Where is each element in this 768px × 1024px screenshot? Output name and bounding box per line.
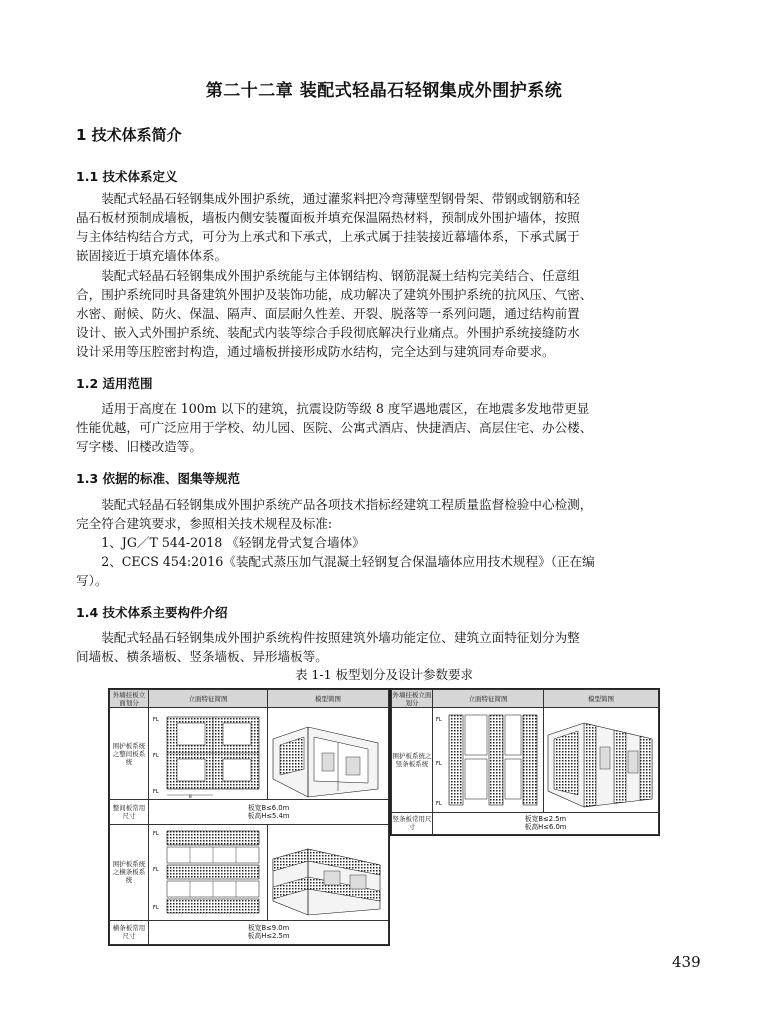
fl-label: FL xyxy=(436,800,442,807)
text-line: 装配式轻晶石轻钢集成外围护系统构件按照建筑外墙功能定位、建筑立面特征划分为整 xyxy=(101,630,580,645)
text-line: 适用于高度在 100m 以下的建筑，抗震设防等级 8 度罕遇地震区，在地震多发地带更显 xyxy=(101,401,590,416)
b-label: B xyxy=(189,793,192,799)
fl-label: FL xyxy=(153,788,159,795)
header-cell: 模型简图 xyxy=(268,690,389,708)
size-label: 竖条板常用尺寸 xyxy=(392,812,433,834)
size-height: 板高H≤5.4m xyxy=(247,811,290,820)
elevation-sketch xyxy=(149,708,268,800)
header-cell: 外墙挂板立面划分 xyxy=(110,690,149,708)
standard-item-1: 1、JG／T 544-2018 《轻钢龙骨式复合墙体》 xyxy=(101,535,365,550)
text-line: 设计、嵌入式外围护系统、装配式内装等综合手段彻底解决行业痛点。外围护系统接缝防水 xyxy=(76,325,580,340)
size-values xyxy=(149,800,389,824)
size-height: 板高H≤6.0m xyxy=(524,823,567,832)
vertical-strip-panel-elevation xyxy=(433,709,541,811)
row-label: 围护板系统之整间板系统 xyxy=(110,708,149,800)
fl-label: FL xyxy=(153,831,159,838)
panel-type-figure-left xyxy=(108,688,390,946)
section-1-heading: 1 技术体系简介 xyxy=(76,126,182,144)
header-cell: 立面特征简图 xyxy=(433,690,544,708)
panel-type-figure-right xyxy=(390,688,660,836)
text-line: 晶石板材预制成墙板，墙板内侧安装覆面板并填充保温隔热材料，预制成外围护墙体，按照 xyxy=(76,210,580,225)
text-line: 性能优越，可广泛应用于学校、幼儿园、医院、公寓式酒店、快捷酒店、高层住宅、办公楼、 xyxy=(76,420,593,435)
size-values xyxy=(433,812,659,834)
text-line: 装配式轻晶石轻钢集成外围护系统产品各项技术指标经建筑工程质量监督检验中心检测， xyxy=(101,497,593,512)
text-line: 装配式轻晶石轻钢集成外围护系统，通过灌浆料把冷弯薄壁型钢骨架、带钢或钢筋和轻 xyxy=(101,191,580,206)
table-caption: 表 1-1 板型划分及设计参数要求 xyxy=(294,667,474,682)
elevation-sketch xyxy=(149,824,268,920)
size-height: 板高H≤2.5m xyxy=(247,932,290,941)
size-label: 横条板常用尺寸 xyxy=(110,920,149,944)
horizontal-strip-panel-model xyxy=(268,825,388,919)
whole-room-panel-model xyxy=(268,709,388,799)
text-line: 装配式轻晶石轻钢集成外围护系统能与主体钢结构、钢筋混凝土结构完美结合、任意组 xyxy=(101,268,580,283)
section-1-4-heading: 1.4 技术体系主要构件介绍 xyxy=(76,605,228,620)
whole-room-panel-elevation xyxy=(149,709,265,799)
header-cell: 外墙挂板立面划分 xyxy=(392,690,432,707)
chapter-title: 第二十二章 装配式轻晶石轻钢集成外围护系统 xyxy=(205,81,563,101)
model-sketch xyxy=(268,824,389,920)
elevation-sketch xyxy=(433,708,544,813)
fl-label: FL xyxy=(153,716,159,723)
row-label: 围护板系统之横条板系统 xyxy=(110,824,149,920)
text-line: 写）。 xyxy=(76,573,108,588)
text-line: 水密、耐候、防火、保温、隔声、面层耐久性差、开裂、脱落等一系列问题，通过结构前置 xyxy=(76,306,580,321)
text-line: 写字楼、旧楼改造等。 xyxy=(76,439,202,454)
header-cell: 模型简图 xyxy=(544,690,659,708)
header-cell: 立面特征简图 xyxy=(149,690,268,708)
fl-label: FL xyxy=(153,752,159,759)
text-line: 嵌固接近于填充墙体体系。 xyxy=(76,248,228,263)
text-line: 合，围护系统同时具备建筑外围护及装饰功能，成功解决了建筑外围护系统的抗风压、气密、 xyxy=(76,287,593,302)
vertical-strip-panel-model xyxy=(544,709,656,811)
row-label: 围护板系统之竖条板系统 xyxy=(392,708,433,813)
fl-label: FL xyxy=(436,716,442,723)
size-values xyxy=(149,920,389,944)
page-number: 439 xyxy=(672,953,701,971)
fl-label: FL xyxy=(436,760,442,767)
section-1-3-heading: 1.3 依据的标准、图集等规范 xyxy=(76,471,240,486)
text-line: 间墙板、横条墙板、竖条墙板、异形墙板等。 xyxy=(76,649,328,664)
size-label: 整间板常用尺寸 xyxy=(110,800,149,824)
standard-item-2: 2、CECS 454:2016《装配式蒸压加气混凝土轻钢复合保温墙体应用技术规程》（正在编 xyxy=(101,554,595,569)
horizontal-strip-panel-elevation xyxy=(149,825,265,919)
text-line: 完全符合建筑要求，参照相关技术规程及标准: xyxy=(76,516,333,531)
size-width: 板宽B≤6.0m xyxy=(247,803,290,812)
model-sketch xyxy=(268,708,389,800)
fl-label: FL xyxy=(153,905,159,912)
size-width: 板宽B≤2.5m xyxy=(524,815,567,824)
section-1-1-heading: 1.1 技术体系定义 xyxy=(76,169,178,184)
fl-label: FL xyxy=(153,867,159,874)
model-sketch xyxy=(544,708,659,813)
text-line: 与主体结构结合方式，可分为上承式和下承式，上承式属于挂装接近幕墙体系，下承式属于 xyxy=(76,229,580,244)
size-width: 板宽B≤9.0m xyxy=(247,924,290,933)
text-line: 设计采用等压腔密封构造，通过墙板拼接形成防水结构，完全达到与建筑同寿命要求。 xyxy=(76,344,555,359)
section-1-2-heading: 1.2 适用范围 xyxy=(76,376,153,391)
